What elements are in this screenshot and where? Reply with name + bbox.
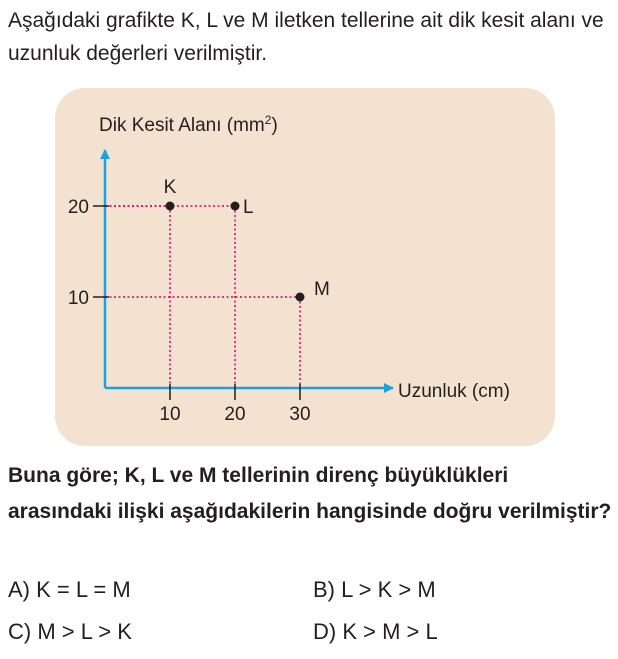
question-text: Buna göre; K, L ve M tellerinin direnç büyüklükleri arasındaki ilişki aşağıdakilerin hangisinde doğru verilmiştir? (8, 464, 612, 523)
point-label-m: M (314, 279, 330, 300)
y-tick-label: 20 (67, 197, 89, 218)
y-tick-label: 10 (67, 288, 89, 309)
chart (55, 88, 555, 446)
guide-lines (105, 206, 300, 388)
choice-a[interactable]: A) K = L = M (8, 577, 131, 602)
choice-c[interactable]: C) M > L > K (8, 619, 132, 644)
y-axis-label-main: Dik Kesit Alanı (mm (99, 115, 265, 136)
y-axis-label (99, 113, 278, 136)
y-axis-label-superscript: 2 (264, 113, 272, 127)
choice-d[interactable]: D) K > M > L (313, 619, 438, 644)
point-label-k: K (163, 177, 177, 198)
point-l (231, 202, 240, 211)
x-tick-label: 10 (159, 404, 181, 425)
point-m (296, 293, 305, 302)
x-axis-label: Uzunluk (cm) (398, 381, 510, 402)
x-tick-label: 30 (289, 404, 311, 425)
y-axis-label-close: ) (271, 115, 278, 136)
point-label-l: L (243, 197, 254, 218)
x-tick-label: 20 (224, 404, 246, 425)
intro-text: Aşağıdaki grafikte K, L ve M iletken tellerine ait dik kesit alanı ve uzunluk değerleri verilmiştir. (8, 9, 604, 65)
point-k (166, 202, 175, 211)
data-points (164, 177, 330, 302)
choice-b[interactable]: B) L > K > M (313, 577, 436, 602)
